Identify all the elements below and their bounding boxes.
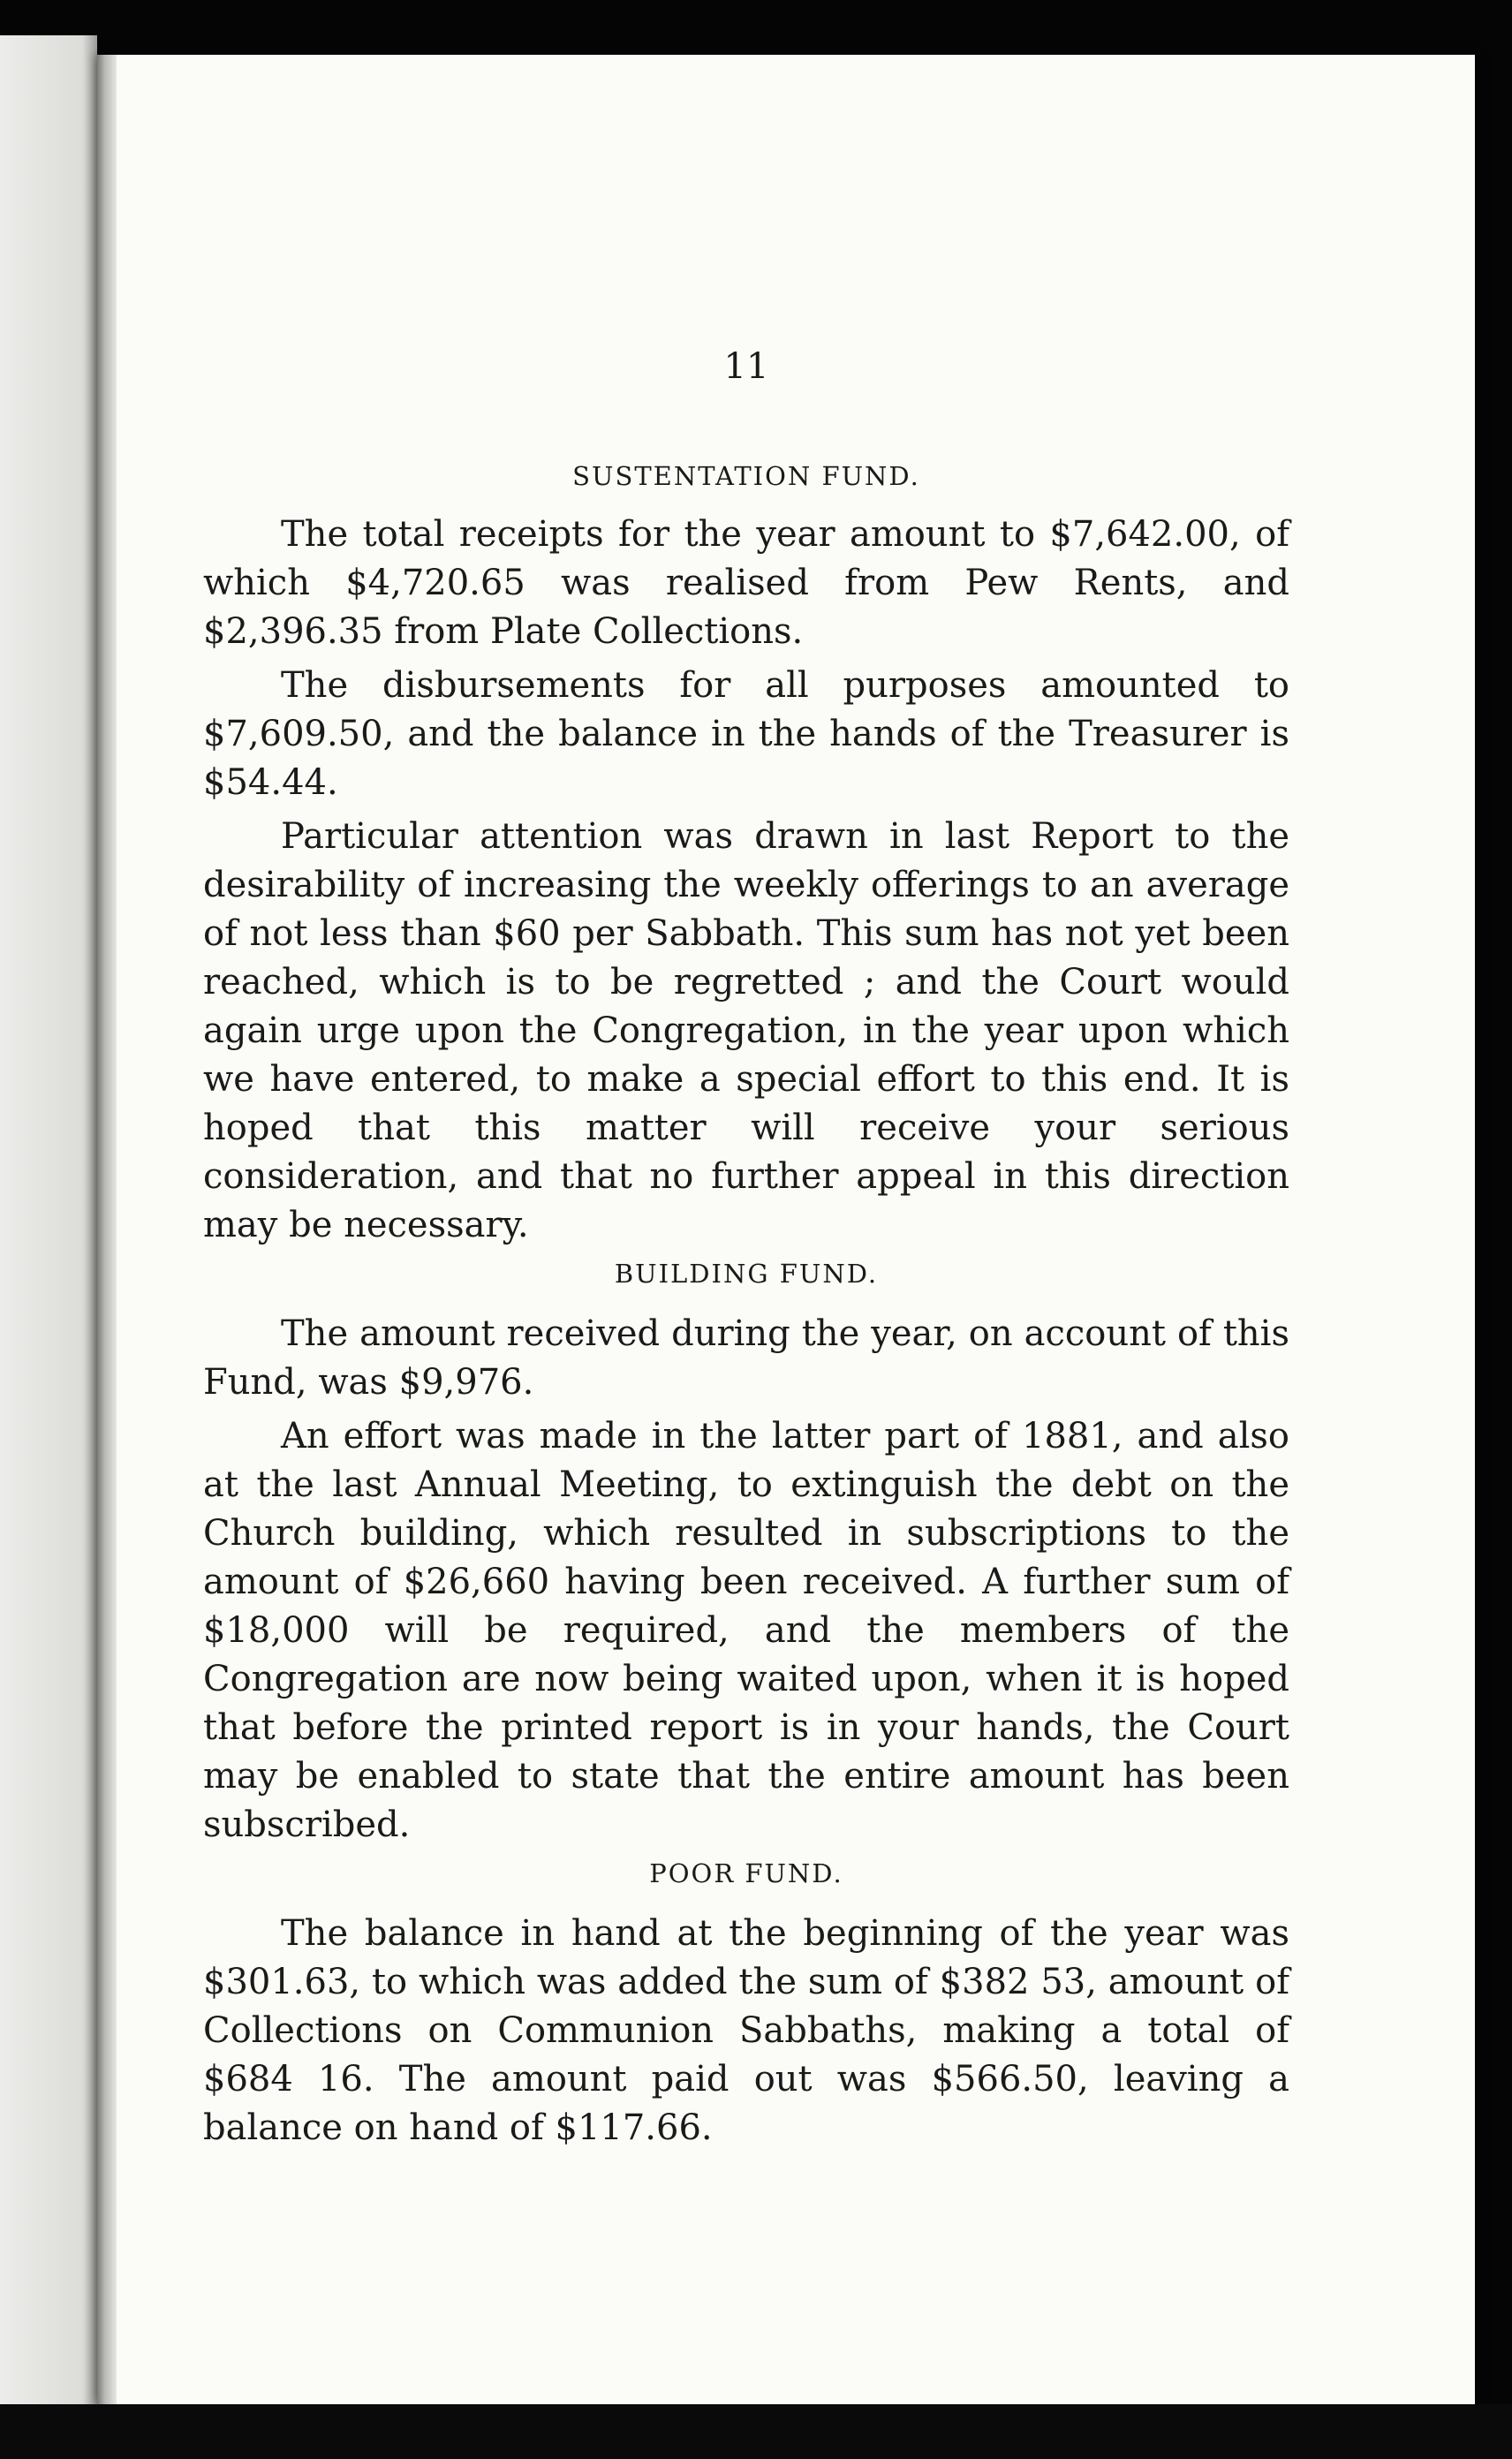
section-building-fund [203,1259,1289,1850]
paragraph: Particular attention was drawn in last Report to the desirability of increasing the weekly offerings to an average of not less than $60 per Sabbath. This sum has not yet been reached, which is to be regretted ; and the Court would again urge upon the Congregation, in the year upon which we have entered, to make a special effort to this end. It is hoped that this matter will receive your serious consideration, and that no further appeal in this direction may be necessary. [203,816,1289,1245]
section-heading: BUILDING FUND. [614,1259,879,1289]
paragraph: An effort was made in the latter part of 1881, and also at the last Annual Meeting, to extinguish the debt on the Church building, which resulted in subscriptions to the amount of $26,660 having been received. A further sum of $18,000 will be required, and the members of the Congregation are now being waited upon, when it is hoped that before the printed report is in your hands, the Court may be enabled to state that the entire amount has been subscribed. [203,1416,1289,1845]
paragraph: The disbursements for all purposes amounted to $7,609.50, and the balance in the hands of the Treasurer is $54.44. [203,665,1289,803]
page-binding-gutter [97,55,117,2404]
paragraph: The amount received during the year, on account of this Fund, was $9,976. [203,1313,1289,1403]
section-poor-fund [203,1858,1289,2153]
section-heading: SUSTENTATION FUND. [572,461,920,491]
paragraph: The balance in hand at the beginning of the year was $301.63, to which was added the sum of $382 53, amount of Collections on Communion Sabbaths, making a total of $684 16. The amount paid out was $566.50, leaving a balance on hand of $117.66. [203,1913,1289,2148]
paragraph: The total receipts for the year amount to $7,642.00, of which $4,720.65 was realised from Pew Rents, and $2,396.35 from Plate Collections. [203,514,1289,652]
document-page [97,55,1475,2404]
section-sustentation-fund [203,461,1289,1250]
scan-border [0,2404,1512,2459]
facing-page-edge [0,35,97,2420]
section-heading: POOR FUND. [649,1858,843,1888]
document-body [203,461,1289,2153]
page-number: 11 [723,346,769,387]
